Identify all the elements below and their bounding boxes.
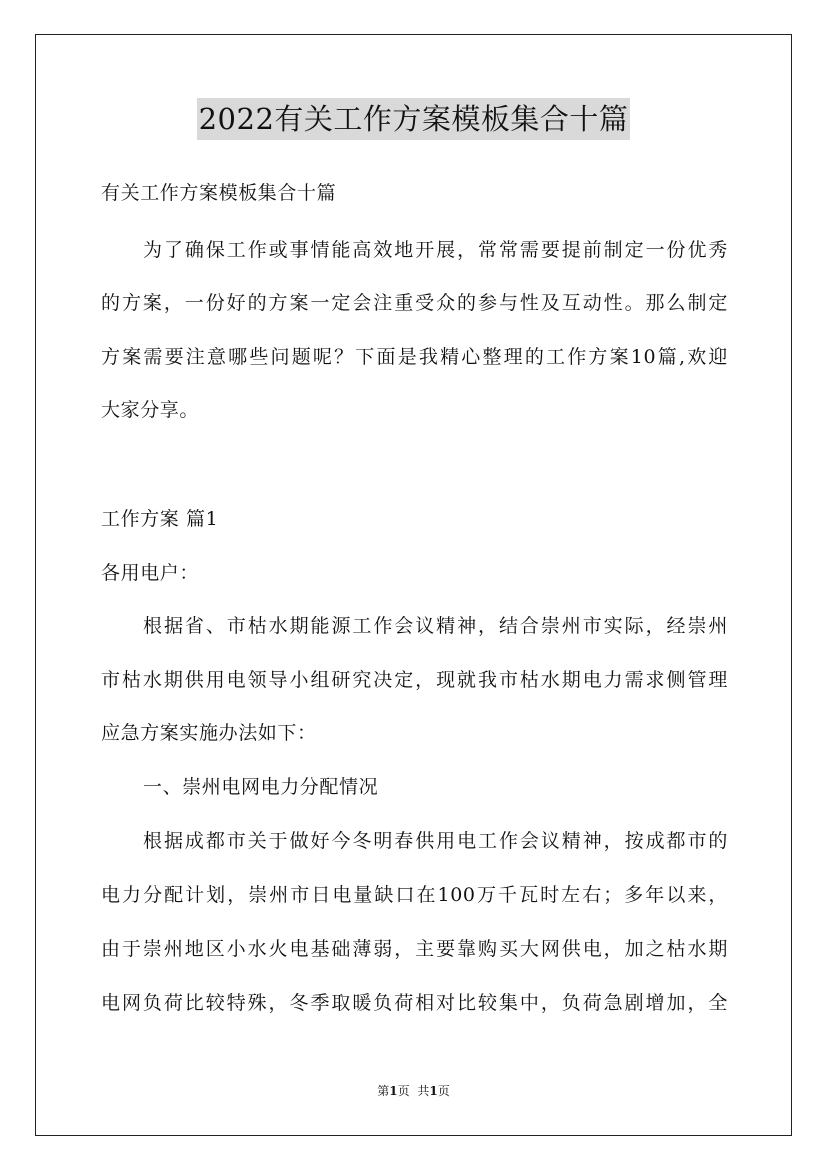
total-prefix: 共 <box>417 1084 430 1098</box>
paragraph-line: 应急方案实施办法如下： <box>101 722 317 744</box>
intro-line: 方案需要注意哪些问题呢？下面是我精心整理的工作方案10篇,欢迎 <box>101 346 728 368</box>
paragraph-line: 由于崇州地区小水火电基础薄弱，主要靠购买大网供电，加之枯水期 <box>101 938 728 960</box>
page-prefix: 第 <box>377 1084 390 1098</box>
paragraph-line: 根据成都市关于做好今冬明春供用电工作会议精神，按成都市的 <box>143 830 728 852</box>
document-subtitle: 有关工作方案模板集合十篇 <box>101 182 337 204</box>
paragraph-line: 电网负荷比较特殊，冬季取暖负荷相对比较集中，负荷急剧增加，全 <box>101 992 728 1014</box>
subheading: 一、崇州电网电力分配情况 <box>143 776 379 798</box>
document-title: 2022有关工作方案模板集合十篇 <box>197 98 631 140</box>
total-suffix: 页 <box>437 1084 450 1098</box>
intro-line: 的方案，一份好的方案一定会注重受众的参与性及互动性。那么制定 <box>101 292 728 314</box>
paragraph-line: 根据省、市枯水期能源工作会议精神，结合崇州市实际，经崇州 <box>143 615 728 637</box>
paragraph-line: 电力分配计划，崇州市日电量缺口在100万千瓦时左右；多年以来， <box>101 884 728 906</box>
page-number: 1 <box>389 1084 398 1098</box>
paragraph-line: 市枯水期供用电领导小组研究决定，现就我市枯水期电力需求侧管理 <box>101 669 728 691</box>
intro-line: 为了确保工作或事情能高效地开展，常常需要提前制定一份优秀 <box>143 239 728 261</box>
section-heading: 工作方案 篇1 <box>101 508 219 530</box>
intro-line: 大家分享。 <box>101 399 200 421</box>
salutation: 各用电户： <box>101 562 200 584</box>
page-suffix: 页 <box>397 1084 410 1098</box>
page-footer <box>0 1083 827 1099</box>
title-container <box>0 98 827 140</box>
total-pages: 1 <box>429 1084 438 1098</box>
